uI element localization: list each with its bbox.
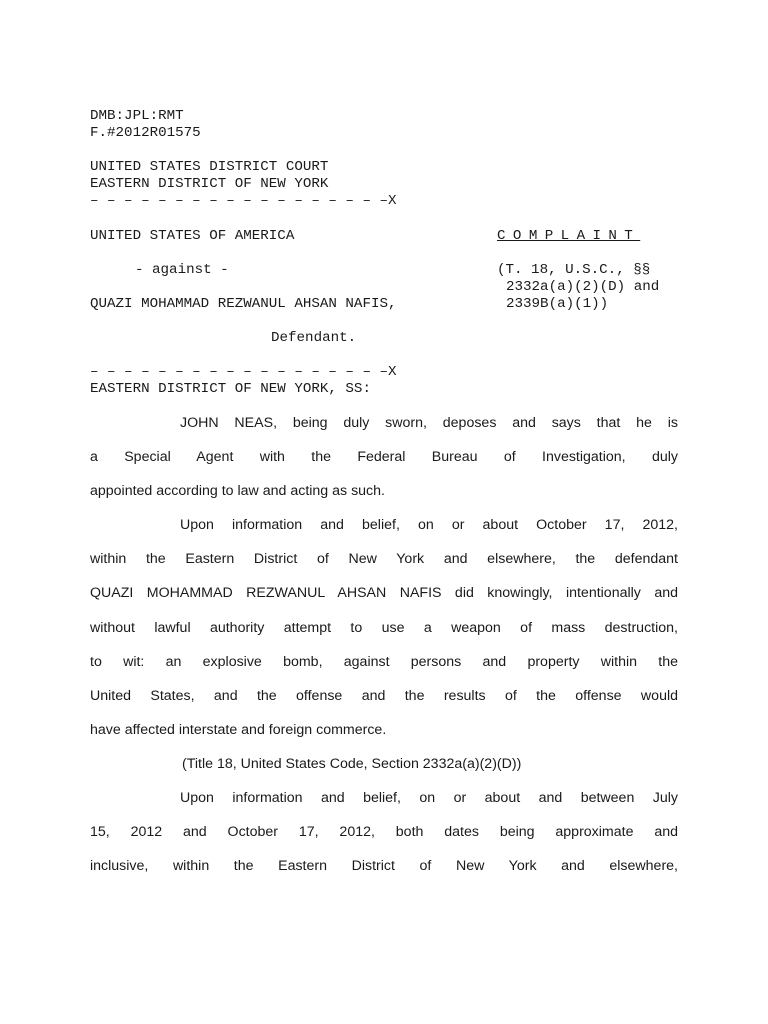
versus-label: - against - <box>135 262 229 278</box>
document-title: COMPLAINT <box>497 228 641 244</box>
plaintiff-name: UNITED STATES OF AMERICA <box>90 228 295 244</box>
paragraph-3-line: 15, 2012 and October 17, 2012, both dates being approximate and <box>90 824 678 840</box>
statute-citation: (Title 18, United States Code, Section 2332a(a)(2)(D)) <box>182 756 522 772</box>
paragraph-2-line: within the Eastern District of New York and elsewhere, the defendant <box>90 551 678 567</box>
caption-separator-top: – – – – – – – – – – – – – – – – – –X <box>90 193 397 209</box>
defendant-label: Defendant. <box>271 330 357 346</box>
statute-citation-line-2: 2332a(a)(2)(D) and <box>506 279 660 295</box>
defendant-name: QUAZI MOHAMMAD REZWANUL AHSAN NAFIS, <box>90 296 397 312</box>
paragraph-2-line: QUAZI MOHAMMAD REZWANUL AHSAN NAFIS did knowingly, intentionally and <box>90 585 678 601</box>
paragraph-2-line: have affected interstate and foreign commerce. <box>90 722 387 738</box>
file-code: DMB:JPL:RMT <box>90 108 184 124</box>
paragraph-3-line: Upon information and belief, on or about and between July <box>180 790 678 806</box>
paragraph-2-line: without lawful authority attempt to use a weapon of mass destruction, <box>90 620 678 636</box>
paragraph-1-line: a Special Agent with the Federal Bureau of Investigation, duly <box>90 449 678 465</box>
statute-citation-line-1: (T. 18, U.S.C., §§ <box>497 262 651 278</box>
court-name: UNITED STATES DISTRICT COURT <box>90 159 329 175</box>
statute-citation-line-3: 2339B(a)(1)) <box>506 296 609 312</box>
paragraph-1-line: appointed according to law and acting as such. <box>90 483 385 499</box>
district-name: EASTERN DISTRICT OF NEW YORK <box>90 176 329 192</box>
paragraph-2-line: United States, and the offense and the results of the offense would <box>90 688 678 704</box>
paragraph-1-line: JOHN NEAS, being duly sworn, deposes and says that he is <box>180 415 678 431</box>
paragraph-2-line: Upon information and belief, on or about October 17, 2012, <box>180 517 678 533</box>
venue-line: EASTERN DISTRICT OF NEW YORK, SS: <box>90 381 371 397</box>
paragraph-3-line: inclusive, within the Eastern District of New York and elsewhere, <box>90 858 678 874</box>
caption-separator-bottom: – – – – – – – – – – – – – – – – – –X <box>90 364 397 380</box>
file-number: F.#2012R01575 <box>90 125 201 141</box>
paragraph-2-line: to wit: an explosive bomb, against persons and property within the <box>90 654 678 670</box>
